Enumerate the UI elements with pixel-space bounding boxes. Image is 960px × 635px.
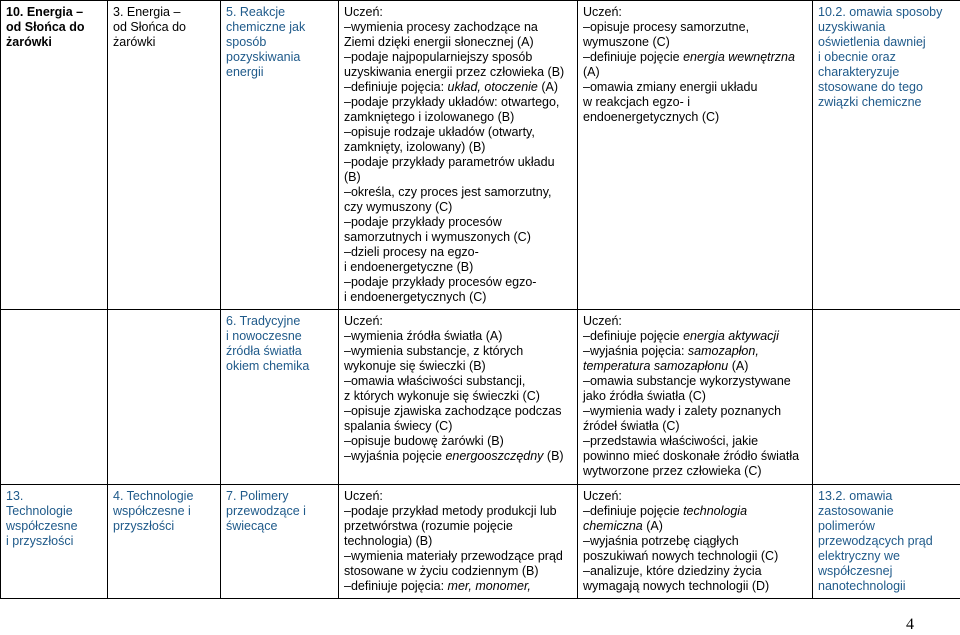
text-line: Technologie [6,504,73,518]
chapter-cell [108,485,221,599]
requirement-text: Uczeń: [583,5,622,19]
text-line: 13. [6,489,24,503]
requirement-line [344,110,572,125]
topic-cell [221,485,339,599]
requirement-text: –analizuje, które dziedziny życia [583,564,762,578]
requirement-line [583,404,807,419]
requirement-line [583,389,807,404]
requirement-line [583,20,807,35]
requirement-line [344,20,572,35]
requirement-line [583,519,807,534]
requirement-line [344,125,572,140]
requirement-text: –określa, czy proces jest samorzutny, [344,185,552,199]
text-line: zastosowanie [818,504,894,518]
basic-requirements-cell [339,310,578,485]
text-line: źródła światła [226,344,302,358]
table-row [1,1,960,310]
requirement-text: Uczeń: [344,489,383,503]
text-line: chemiczne jak [226,20,306,34]
requirement-line [344,564,572,579]
requirement-text: technologia) (B) [344,534,433,548]
term-italic: energooszczędny [445,449,544,463]
term-italic: mer, monomer, [447,579,531,593]
requirement-text: –wyjaśnia pojęcia: [583,344,688,358]
requirement-line [583,549,807,564]
text-line: od Słońca do [6,20,85,34]
requirement-text: samorzutnych i wymuszonych (C) [344,230,531,244]
requirement-line [344,245,572,260]
requirement-line [583,344,807,359]
text-line: 10.2. omawia sposoby [818,5,943,19]
requirement-line [583,50,807,65]
table-row [1,485,960,599]
requirement-line [583,110,807,125]
requirement-line [583,449,807,464]
requirement-suffix: (A) [537,80,559,94]
requirement-text: endoenergetycznych (C) [583,110,720,124]
requirement-text: –podaje przykłady procesów egzo- [344,275,537,289]
section-cell [1,310,108,485]
requirement-text: –omawia właściwości substancji, [344,374,526,388]
requirement-text: w reakcjach egzo- i [583,95,690,109]
text-line: charakteryzuje [818,65,900,79]
requirement-text: –omawia substancje wykorzystywane [583,374,791,388]
requirement-line [344,504,572,519]
requirement-text: wykonuje się świeczki (B) [344,359,486,373]
text-line: 4. Technologie [113,489,194,503]
requirement-text: –wymienia substancje, z których [344,344,524,358]
chapter-cell [108,1,221,310]
text-line: współczesnej [818,564,893,578]
requirement-line [583,80,807,95]
requirement-text: –wymienia źródła światła (A) [344,329,503,343]
term-italic: energia wewnętrzna [683,50,795,64]
text-line: świecące [226,519,278,533]
requirement-line [344,519,572,534]
requirement-line [344,35,572,50]
requirement-line [583,419,807,434]
requirement-line [583,359,807,374]
requirement-text: jako źródła światła (C) [583,389,706,403]
text-line: energii [226,65,264,79]
requirement-text: –przedstawia właściwości, jakie [583,434,759,448]
requirement-line [583,434,807,449]
requirement-text: –definiuje pojęcie [583,50,684,64]
requirement-line [344,170,572,185]
text-line: przewodzących prąd [818,534,933,548]
term-italic: technologia [683,504,748,518]
requirement-line [344,95,572,110]
requirement-text: źródeł światła (C) [583,419,680,433]
requirement-line [583,374,807,389]
requirement-line [344,449,572,464]
requirement-line [344,404,572,419]
requirement-line [583,504,807,519]
requirement-line [344,140,572,155]
text-line: żarówki [113,35,156,49]
requirement-line [344,215,572,230]
requirement-text: wymagają nowych technologii (D) [583,579,770,593]
core-curriculum-cell [813,1,960,310]
requirement-text: Uczeń: [583,489,622,503]
requirement-text: –podaje przykłady układów: otwartego, [344,95,560,109]
term-italic: energia aktywacji [683,329,779,343]
requirement-line [583,329,807,344]
requirement-line [344,50,572,65]
requirement-line [583,564,807,579]
requirement-text: Uczeń: [344,314,383,328]
requirement-text: Uczeń: [583,314,622,328]
core-curriculum-cell [813,310,960,485]
text-line: elektryczny we [818,549,900,563]
requirement-line [344,155,572,170]
requirement-line [344,200,572,215]
requirement-line [583,464,807,479]
text-line: stosowane do tego [818,80,923,94]
requirement-text: poszukiwań nowych technologii (C) [583,549,779,563]
requirement-text: przetwórstwa (rozumie pojęcie [344,519,513,533]
requirement-line [583,5,807,20]
text-line: okiem chemika [226,359,310,373]
requirement-text: powinno mieć doskonałe źródło światła [583,449,800,463]
basic-requirements-cell [339,1,578,310]
requirement-line [344,374,572,389]
requirement-text: –definiuje pojęcie [583,504,684,518]
requirement-text: czy wymuszony (C) [344,200,453,214]
requirement-line [344,290,572,305]
term-italic: temperatura samozapłonu [583,359,729,373]
requirement-suffix: (A) [642,519,663,533]
text-line: 3. Energia – [113,5,181,19]
text-line: nanotechnologii [818,579,906,593]
requirement-text: –wyjaśnia pojęcie [344,449,446,463]
requirement-text: spalania świecy (C) [344,419,453,433]
core-curriculum-cell [813,485,960,599]
requirement-line [344,579,572,594]
text-line: i przyszłości [6,534,74,548]
extended-requirements-cell [578,485,813,599]
requirement-text: zamkniętego i izolowanego (B) [344,110,515,124]
requirement-text: –podaje przykład metody produkcji lub [344,504,557,518]
requirement-line [583,95,807,110]
text-line: pozyskiwania [226,50,301,64]
requirement-line [344,230,572,245]
term-italic: samozapłon, [687,344,759,358]
text-line: przyszłości [113,519,175,533]
requirement-text: wymuszone (C) [583,35,670,49]
text-line: oświetlenia dawniej [818,35,926,49]
text-line: 5. Reakcje [226,5,286,19]
table-row [1,310,960,485]
text-line: uzyskiwania [818,20,886,34]
text-line: od Słońca do [113,20,186,34]
requirement-text: i endoenergetyczne (B) [344,260,474,274]
requirement-text: –wyjaśnia potrzebę ciągłych [583,534,739,548]
text-line: i obecnie oraz [818,50,896,64]
requirement-text: –wymienia procesy zachodzące na [344,20,538,34]
requirement-line [583,35,807,50]
requirement-text: wytworzone przez człowieka (C) [583,464,762,478]
text-line: 13.2. omawia [818,489,893,503]
requirement-line [344,434,572,449]
requirement-line [344,419,572,434]
requirement-text: (B) [344,170,361,184]
text-line: i nowoczesne [226,329,302,343]
extended-requirements-cell [578,310,813,485]
requirement-line [583,314,807,329]
requirement-line [344,329,572,344]
text-line: 6. Tradycyjne [226,314,301,328]
requirement-text: i endoenergetycznych (C) [344,290,487,304]
topic-cell [221,310,339,485]
requirement-text: z których wykonuje się świeczki (C) [344,389,540,403]
requirement-line [583,579,807,594]
requirement-text: –definiuje pojęcia: [344,579,448,593]
requirement-line [344,489,572,504]
requirement-line [344,260,572,275]
requirement-line [344,389,572,404]
text-line: przewodzące i [226,504,306,518]
term-italic: chemiczna [583,519,643,533]
chapter-cell [108,310,221,485]
requirement-text: –omawia zmiany energii układu [583,80,758,94]
text-line: współczesne [6,519,78,533]
text-line: współczesne i [113,504,191,518]
requirement-suffix: (B) [543,449,564,463]
requirement-line [583,534,807,549]
requirement-line [344,185,572,200]
requirement-text: stosowane w życiu codziennym (B) [344,564,539,578]
section-cell [1,485,108,599]
requirement-text: –podaje przykłady procesów [344,215,502,229]
requirement-text: –podaje najpopularniejszy sposób [344,50,533,64]
requirement-text: uzyskiwania energii przez człowieka (B) [344,65,565,79]
requirement-line [344,275,572,290]
requirement-line [583,65,807,80]
requirement-text: –podaje przykłady parametrów układu [344,155,555,169]
requirement-line [344,5,572,20]
requirement-text: –wymienia materiały przewodzące prąd [344,549,563,563]
term-italic: układ, otoczenie [447,80,538,94]
basic-requirements-cell [339,485,578,599]
page-number: 4 [906,616,914,633]
requirement-line [583,489,807,504]
requirement-text: Uczeń: [344,5,383,19]
requirement-text: Ziemi dzięki energii słonecznej (A) [344,35,534,49]
requirement-text: –definiuje pojęcie [583,329,684,343]
text-line: 10. Energia – [6,5,84,19]
text-line: 7. Polimery [226,489,289,503]
requirement-line [344,314,572,329]
text-line: żarówki [6,35,52,49]
topic-cell [221,1,339,310]
requirement-line [344,359,572,374]
section-cell [1,1,108,310]
text-line: związki chemiczne [818,95,922,109]
requirement-line [344,80,572,95]
requirement-text: –dzieli procesy na egzo- [344,245,479,259]
requirement-text: –opisuje zjawiska zachodzące podczas [344,404,562,418]
requirement-line [344,549,572,564]
requirement-text: –opisuje rodzaje układów (otwarty, [344,125,535,139]
requirement-text: –wymienia wady i zalety poznanych [583,404,782,418]
requirement-line [344,344,572,359]
text-line: polimerów [818,519,875,533]
requirement-text: –definiuje pojęcia: [344,80,448,94]
extended-requirements-cell [578,1,813,310]
requirement-text: (A) [583,65,600,79]
requirement-line [344,534,572,549]
requirement-text: –opisuje budowę żarówki (B) [344,434,504,448]
text-line: sposób [226,35,267,49]
requirement-suffix: (A) [728,359,749,373]
requirement-text: –opisuje procesy samorzutne, [583,20,750,34]
requirement-text: zamknięty, izolowany) (B) [344,140,486,154]
requirement-line [344,65,572,80]
